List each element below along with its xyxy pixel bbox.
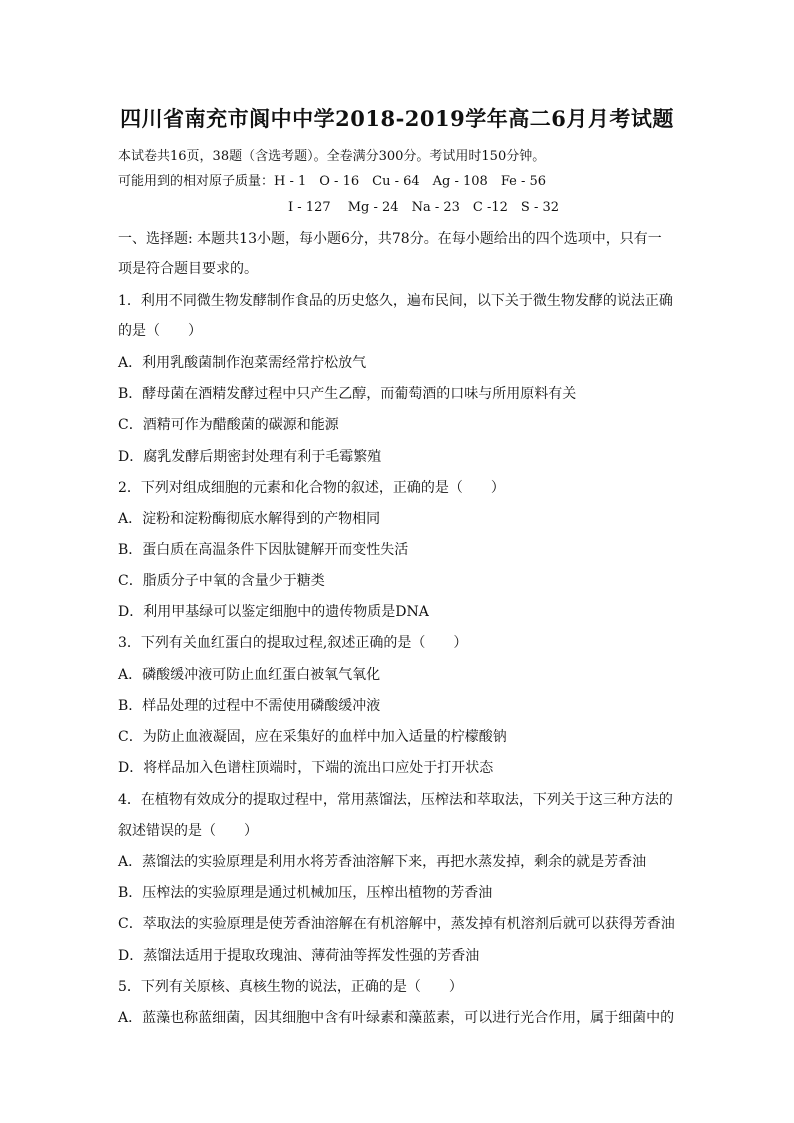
question-1-stem: 1．利用不同微生物发酵制作食品的历史悠久，遍布民间，以下关于微生物发酵的说法正确 — [118, 293, 673, 309]
question-2-option-c: C．脂质分子中氧的含量少于糖类 — [118, 573, 325, 589]
question-1-option-b: B．酵母菌在酒精发酵过程中只产生乙醇，而葡萄酒的口味与所用原料有关 — [118, 386, 577, 402]
question-2-option-b: B．蛋白质在高温条件下因肽键解开而变性失活 — [118, 542, 409, 558]
question-2-stem: 2．下列对组成细胞的元素和化合物的叙述，正确的是（ ） — [118, 480, 505, 496]
question-3-option-b: B．样品处理的过程中不需使用磷酸缓冲液 — [118, 698, 381, 714]
atomic-mass-line-1: 可能用到的相对原子质量：H - 1 O - 16 Cu - 64 Ag - 108 Fe - 56 — [118, 174, 547, 189]
question-4-stem: 4．在植物有效成分的提取过程中，常用蒸馏法，压榨法和萃取法，下列关于这三种方法的 — [118, 792, 673, 808]
exam-info: 本试卷共16页，38题（含选考题）。全卷满分300分。考试用时150分钟。 — [118, 149, 546, 164]
atomic-mass-line-2: I - 127 Mg - 24 Na - 23 C -12 S - 32 — [288, 200, 560, 215]
question-4-option-c: C．萃取法的实验原理是使芳香油溶解在有机溶解中，蒸发掉有机溶剂后就可以获得芳香油 — [118, 916, 675, 932]
question-3-stem: 3．下列有关血红蛋白的提取过程,叙述正确的是（ ） — [118, 635, 468, 651]
section-heading-cont: 项是符合题目要求的。 — [118, 261, 258, 277]
question-3-option-a: A．磷酸缓冲液可防止血红蛋白被氧气氧化 — [118, 667, 381, 683]
page-title: 四川省南充市阆中中学2018-2019学年高二6月月考试题 — [120, 106, 674, 131]
question-2-option-d: D．利用甲基绿可以鉴定细胞中的遗传物质是DNA — [118, 604, 429, 620]
question-1-option-c: C．酒精可作为醋酸菌的碳源和能源 — [118, 417, 339, 433]
question-4-stem-cont: 叙述错误的是（ ） — [118, 823, 258, 839]
question-4-option-a: A．蒸馏法的实验原理是利用水将芳香油溶解下来，再把水蒸发掉，剩余的就是芳香油 — [118, 854, 647, 870]
question-3-option-c: C．为防止血液凝固，应在采集好的血样中加入适量的柠檬酸钠 — [118, 729, 507, 745]
section-heading: 一、选择题: 本题共13小题，每小题6分，共78分。在每小题给出的四个选项中，只有一 — [118, 231, 662, 247]
question-5-option-a: A．蓝藻也称蓝细菌，因其细胞中含有叶绿素和藻蓝素，可以进行光合作用，属于细菌中的 — [118, 1010, 675, 1026]
question-5-stem: 5．下列有关原核、真核生物的说法，正确的是（ ） — [118, 979, 463, 995]
question-4-option-d: D．蒸馏法适用于提取玫瑰油、薄荷油等挥发性强的芳香油 — [118, 948, 480, 964]
question-3-option-d: D．将样品加入色谱柱顶端时，下端的流出口应处于打开状态 — [118, 760, 494, 776]
question-2-option-a: A．淀粉和淀粉酶彻底水解得到的产物相同 — [118, 511, 381, 527]
question-1-option-a: A．利用乳酸菌制作泡菜需经常拧松放气 — [118, 355, 367, 371]
question-1-option-d: D．腐乳发酵后期密封处理有利于毛霉繁殖 — [118, 449, 382, 465]
question-4-option-b: B．压榨法的实验原理是通过机械加压，压榨出植物的芳香油 — [118, 885, 493, 901]
question-1-stem-cont: 的是（ ） — [118, 323, 202, 339]
